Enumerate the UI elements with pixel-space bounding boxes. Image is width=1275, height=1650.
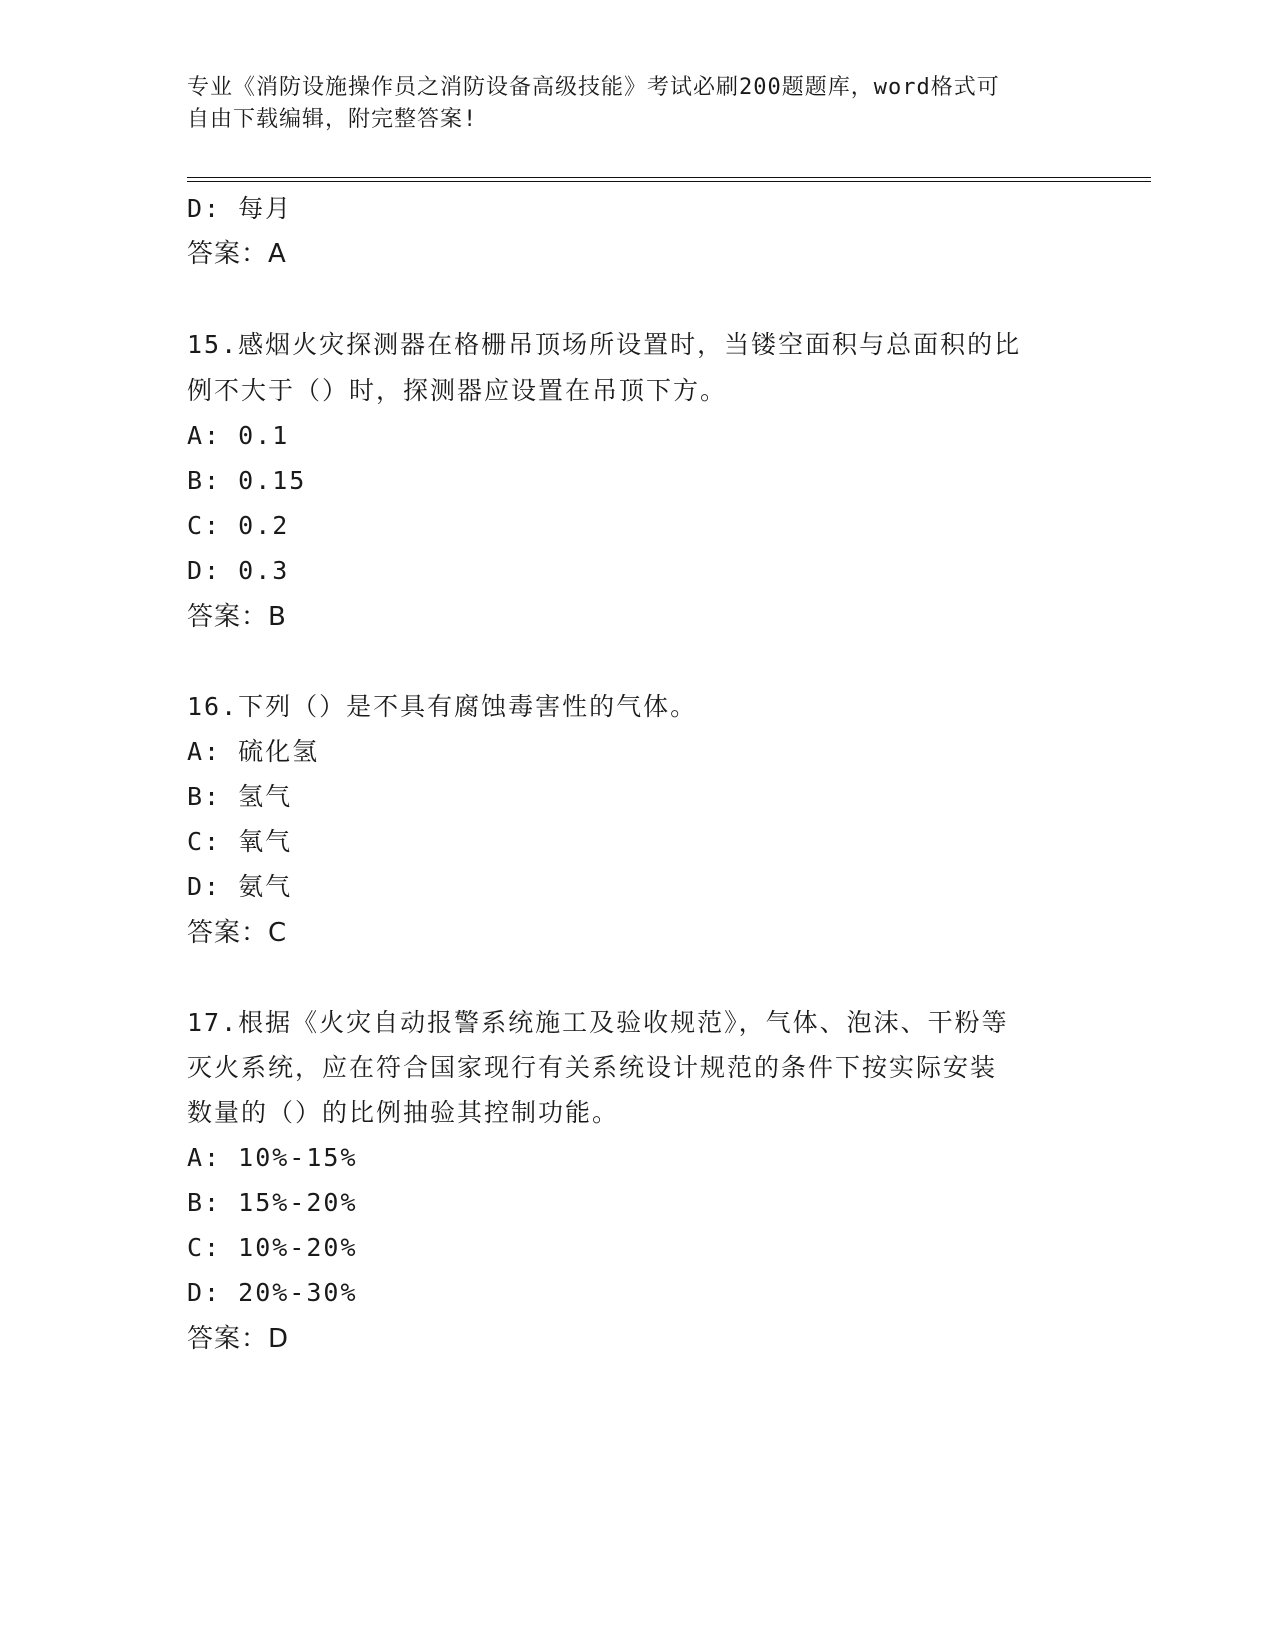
question-15-option-b: B: 0.15 [187, 466, 307, 495]
question-16-option-a: A: 硫化氢 [187, 737, 320, 766]
question-16-option-d: D: 氨气 [187, 872, 293, 901]
question-16-stem: 16.下列（）是不具有腐蚀毒害性的气体。 [187, 692, 698, 721]
question-17-option-b: B: 15%-20% [187, 1188, 358, 1217]
question-17-option-c: C: 10%-20% [187, 1233, 358, 1262]
question-15-stem: 例不大于（）时，探测器应设置在吊顶下方。 [187, 376, 728, 405]
header-divider-top [187, 177, 1151, 178]
question-16-answer: 答案：C [187, 918, 288, 948]
question-15-option-d: D: 0.3 [187, 556, 290, 585]
question-17-stem: 灭火系统，应在符合国家现行有关系统设计规范的条件下按实际安装 [187, 1053, 998, 1082]
question-16-option-c: C: 氧气 [187, 827, 293, 856]
question-17-option-d: D: 20%-30% [187, 1278, 358, 1307]
question-17-stem: 17.根据《火灾自动报警系统施工及验收规范》，气体、泡沫、干粉等 [187, 1008, 1009, 1037]
option-d: D: 每月 [187, 194, 293, 223]
question-17-answer: 答案：D [187, 1324, 290, 1354]
question-17-stem: 数量的（）的比例抽验其控制功能。 [187, 1098, 620, 1127]
answer-line: 答案：A [187, 239, 287, 269]
header-divider-bottom [187, 181, 1151, 182]
question-17-option-a: A: 10%-15% [187, 1143, 358, 1172]
question-15-stem: 15.感烟火灾探测器在格栅吊顶场所设置时，当镂空面积与总面积的比 [187, 330, 1022, 359]
document-header [187, 72, 1067, 136]
header-line-2: 自由下载编辑，附完整答案! [187, 107, 478, 132]
question-15-option-a: A: 0.1 [187, 421, 290, 450]
question-15-answer: 答案：B [187, 602, 287, 632]
question-15-option-c: C: 0.2 [187, 511, 290, 540]
header-line-1: 专业《消防设施操作员之消防设备高级技能》考试必刷200题题库，word格式可 [187, 75, 1000, 100]
question-16-option-b: B: 氢气 [187, 782, 293, 811]
